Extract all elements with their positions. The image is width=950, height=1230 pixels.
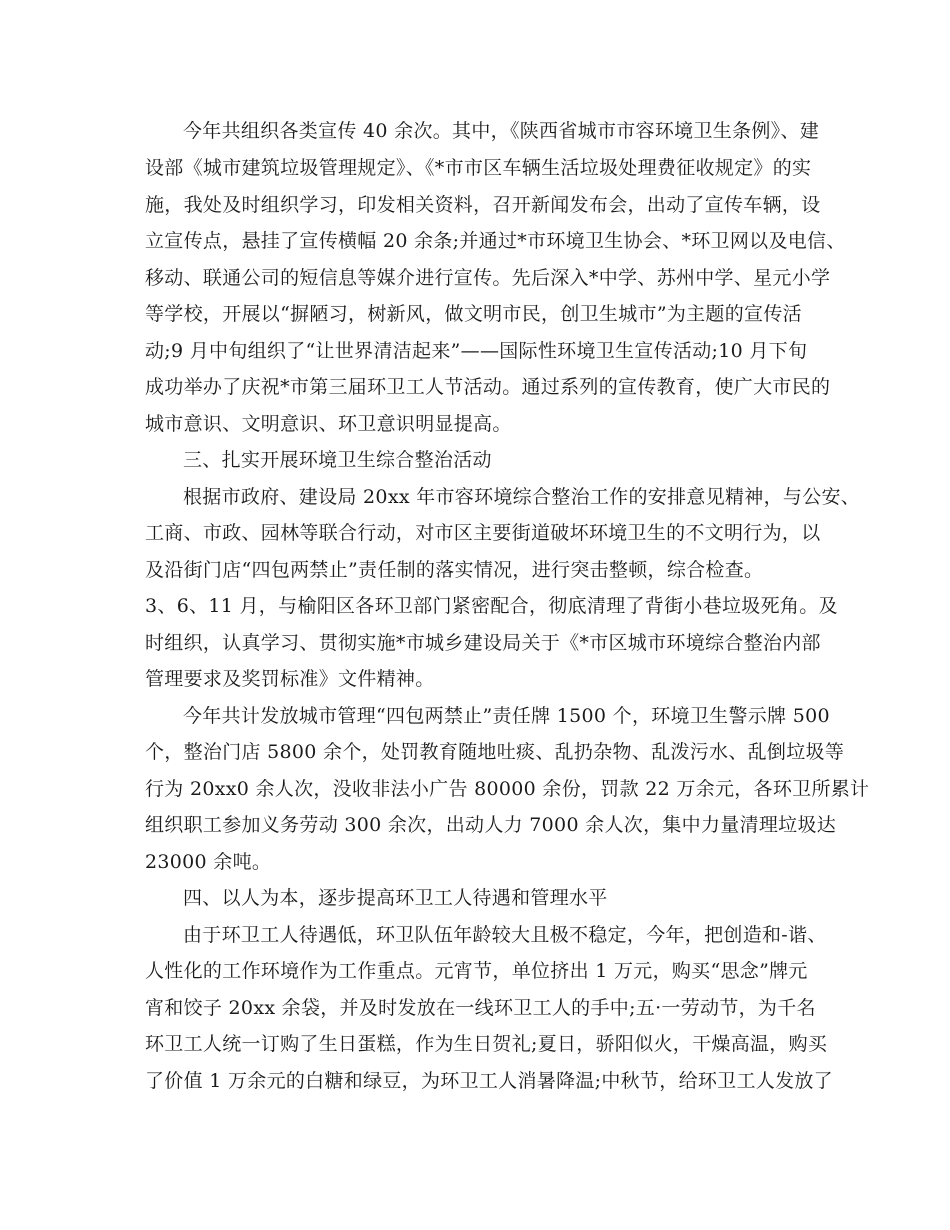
text-line: 行为 20xx0 余人次，没收非法小广告 80000 余份，罚款 22 万余元，各环卫所累计 [145,778,870,800]
text-line: 工商、市政、园林等联合行动，对市区主要街道破坏环境卫生的不文明行为，以 [145,522,821,544]
text-line: 立宣传点，悬挂了宣传横幅 20 余条;并通过*市环境卫生协会、*环卫网以及电信、 [145,230,846,252]
text-line: 施，我处及时组织学习，印发相关资料，召开新闻发布会，出动了宣传车辆，设 [145,194,821,216]
text-line: 环卫工人统一订购了生日蛋糕，作为生日贺礼;夏日，骄阳似火，干燥高温，购买 [145,1033,828,1055]
text-line: 管理要求及奖罚标准》文件精神。 [145,668,435,690]
text-line: 等学校，开展以“摒陋习，树新风，做文明市民，创卫生城市”为主题的宣传活 [145,303,802,325]
text-line: 个，整治门店 5800 余个，处罚教育随地吐痰、乱扔杂物、乱泼污水、乱倒垃圾等 [145,741,845,763]
text-line: 今年共组织各类宣传 40 余次。其中，《陕西省城市市容环境卫生条例》、建 [183,120,820,142]
text-line: 宵和饺子 20xx 余袋，并及时发放在一线环卫工人的手中;五·一劳动节，为千名 [145,997,816,1019]
section-heading: 四、以人为本，逐步提高环卫工人待遇和管理水平 [183,887,608,909]
text-line: 移动、联通公司的短信息等媒介进行宣传。先后深入*中学、苏州中学、星元小学 [145,267,831,289]
text-line: 组织职工参加义务劳动 300 余次，出动人力 7000 余人次，集中力量清理垃圾达 [145,814,837,836]
section-heading: 三、扎实开展环境卫生综合整治活动 [183,449,492,471]
text-line: 动;9 月中旬组织了“让世界清洁起来”——国际性环境卫生宣传活动;10 月下旬 [145,340,808,362]
text-line: 由于环卫工人待遇低，环卫队伍年龄较大且极不稳定，今年，把创造和-谐、 [183,924,827,946]
text-line: 了价值 1 万余元的白糖和绿豆，为环卫工人消暑降温;中秋节，给环卫工人发放了 [145,1070,833,1092]
text-line: 成功举办了庆祝*市第三届环卫工人节活动。通过系列的宣传教育，使广大市民的 [145,376,831,398]
text-line: 3、6、11 月，与榆阳区各环卫部门紧密配合，彻底清理了背街小巷垃圾死角。及 [145,595,838,617]
text-line: 今年共计发放城市管理“四包两禁止”责任牌 1500 个，环境卫生警示牌 500 [183,705,830,727]
text-line: 人性化的工作环境作为工作重点。元宵节，单位挤出 1 万元，购买“思念”牌元 [145,960,808,982]
text-line: 根据市政府、建设局 20xx 年市容环境综合整治工作的安排意见精神，与公安、 [183,486,861,508]
text-line: 城市意识、文明意识、环卫意识明显提高。 [145,413,512,435]
text-line: 及沿街门店“四包两禁止”责任制的落实情况，进行突击整顿，综合检查。 [145,559,764,581]
text-line: 时组织，认真学习、贯彻实施*市城乡建设局关于《*市区城市环境综合整治内部 [145,632,821,654]
text-line: 设部《城市建筑垃圾管理规定》、《*市市区车辆生活垃圾处理费征收规定》的实 [145,157,812,179]
text-line: 23000 余吨。 [145,851,272,873]
